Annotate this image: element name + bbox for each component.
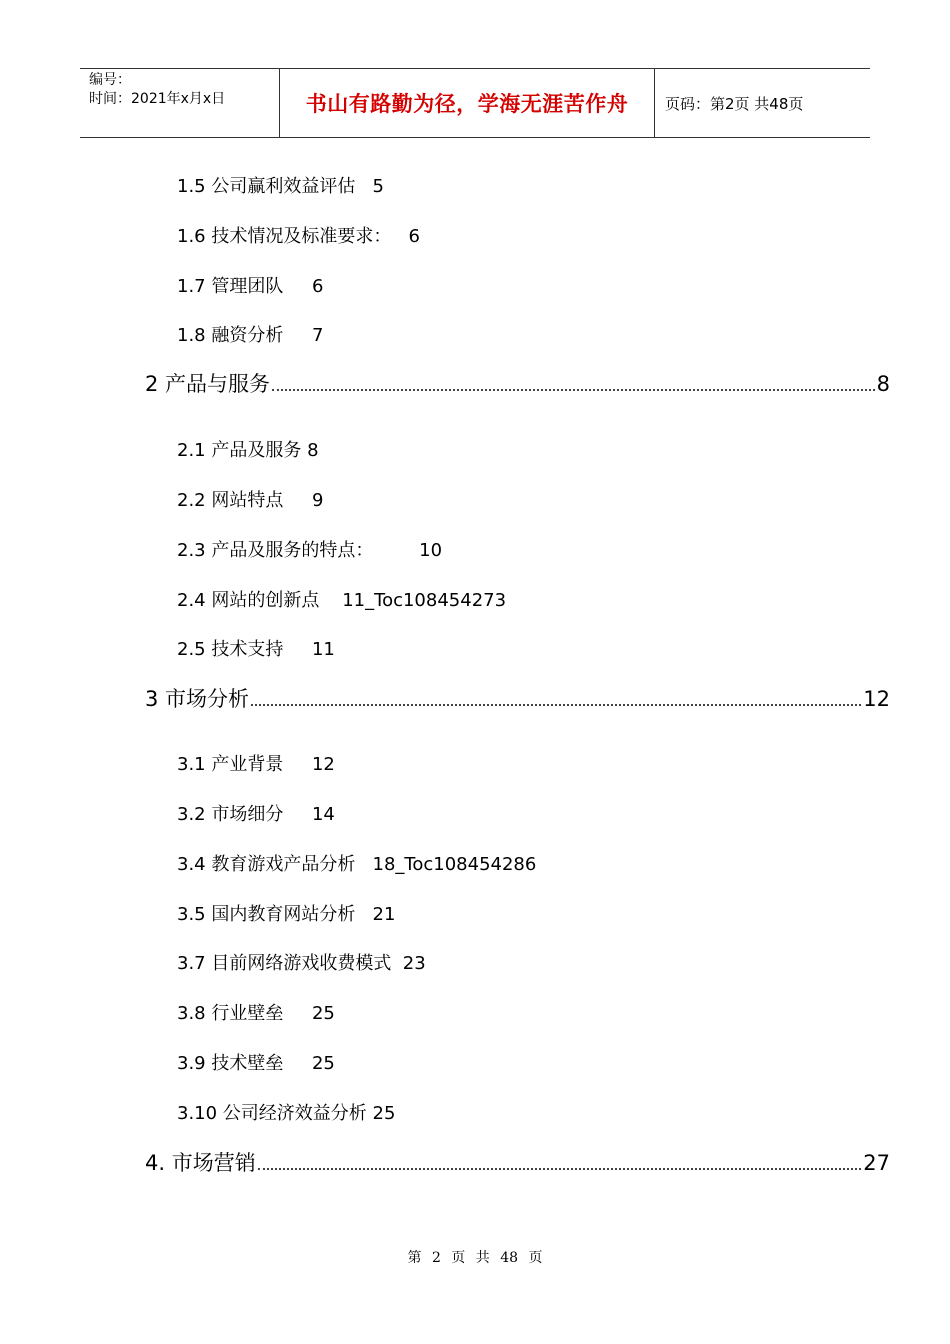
toc-chapter-4-page: 27 [863, 1151, 890, 1175]
dot-leader [272, 389, 875, 391]
toc-chapter-2[interactable] [145, 368, 890, 398]
toc-chapter-4[interactable] [145, 1147, 890, 1177]
header-date: 时间：2021年x月x日 [89, 91, 226, 107]
toc-entry-2-2[interactable]: 2.2 网站特点 9 [177, 490, 324, 511]
toc-chapter-4-title: 4. 市场营销 [145, 1151, 256, 1175]
page-footer: 第 2 页 共 48 页 [407, 1250, 543, 1266]
toc-entry-3-4[interactable]: 3.4 教育游戏产品分析 18_Toc108454286 [177, 854, 537, 875]
toc-entry-1-7[interactable]: 1.7 管理团队 6 [177, 276, 324, 297]
toc-entry-3-8[interactable]: 3.8 行业壁垒 25 [177, 1003, 335, 1024]
toc-entry-2-1[interactable]: 2.1 产品及服务 8 [177, 440, 319, 461]
toc-entry-1-5[interactable]: 1.5 公司赢利效益评估 5 [177, 176, 384, 197]
toc-entry-3-2[interactable]: 3.2 市场细分 14 [177, 804, 335, 825]
toc-chapter-3[interactable] [145, 683, 890, 713]
toc-entry-3-5[interactable]: 3.5 国内教育网站分析 21 [177, 904, 396, 925]
toc-chapter-3-page: 12 [863, 687, 890, 711]
toc-entry-3-9[interactable]: 3.9 技术壁垒 25 [177, 1053, 335, 1074]
header-page-info: 页码：第2页 共48页 [665, 94, 804, 113]
dot-leader [251, 704, 861, 706]
toc-chapter-2-title: 2 产品与服务 [145, 372, 271, 396]
toc-entry-3-10[interactable]: 3.10 公司经济效益分析 25 [177, 1103, 396, 1124]
toc-entry-2-4[interactable]: 2.4 网站的创新点 11_Toc108454273 [177, 590, 507, 611]
header-number-label: 编号： [89, 72, 131, 88]
toc-entry-1-8[interactable]: 1.8 融资分析 7 [177, 325, 324, 346]
dot-leader [258, 1168, 862, 1170]
toc-chapter-3-title: 3 市场分析 [145, 687, 250, 711]
header-meta [80, 69, 280, 137]
page-header [80, 68, 870, 138]
toc-entry-2-3[interactable]: 2.3 产品及服务的特点： 10 [177, 540, 443, 561]
toc-entry-2-5[interactable]: 2.5 技术支持 11 [177, 639, 335, 660]
header-motto: 书山有路勤为径，学海无涯苦作舟 [280, 69, 655, 137]
toc-entry-3-7[interactable]: 3.7 目前网络游戏收费模式 23 [177, 953, 426, 974]
toc-entry-3-1[interactable]: 3.1 产业背景 12 [177, 754, 335, 775]
toc-entry-1-6[interactable]: 1.6 技术情况及标准要求： 6 [177, 226, 420, 247]
toc-chapter-2-page: 8 [876, 372, 890, 396]
